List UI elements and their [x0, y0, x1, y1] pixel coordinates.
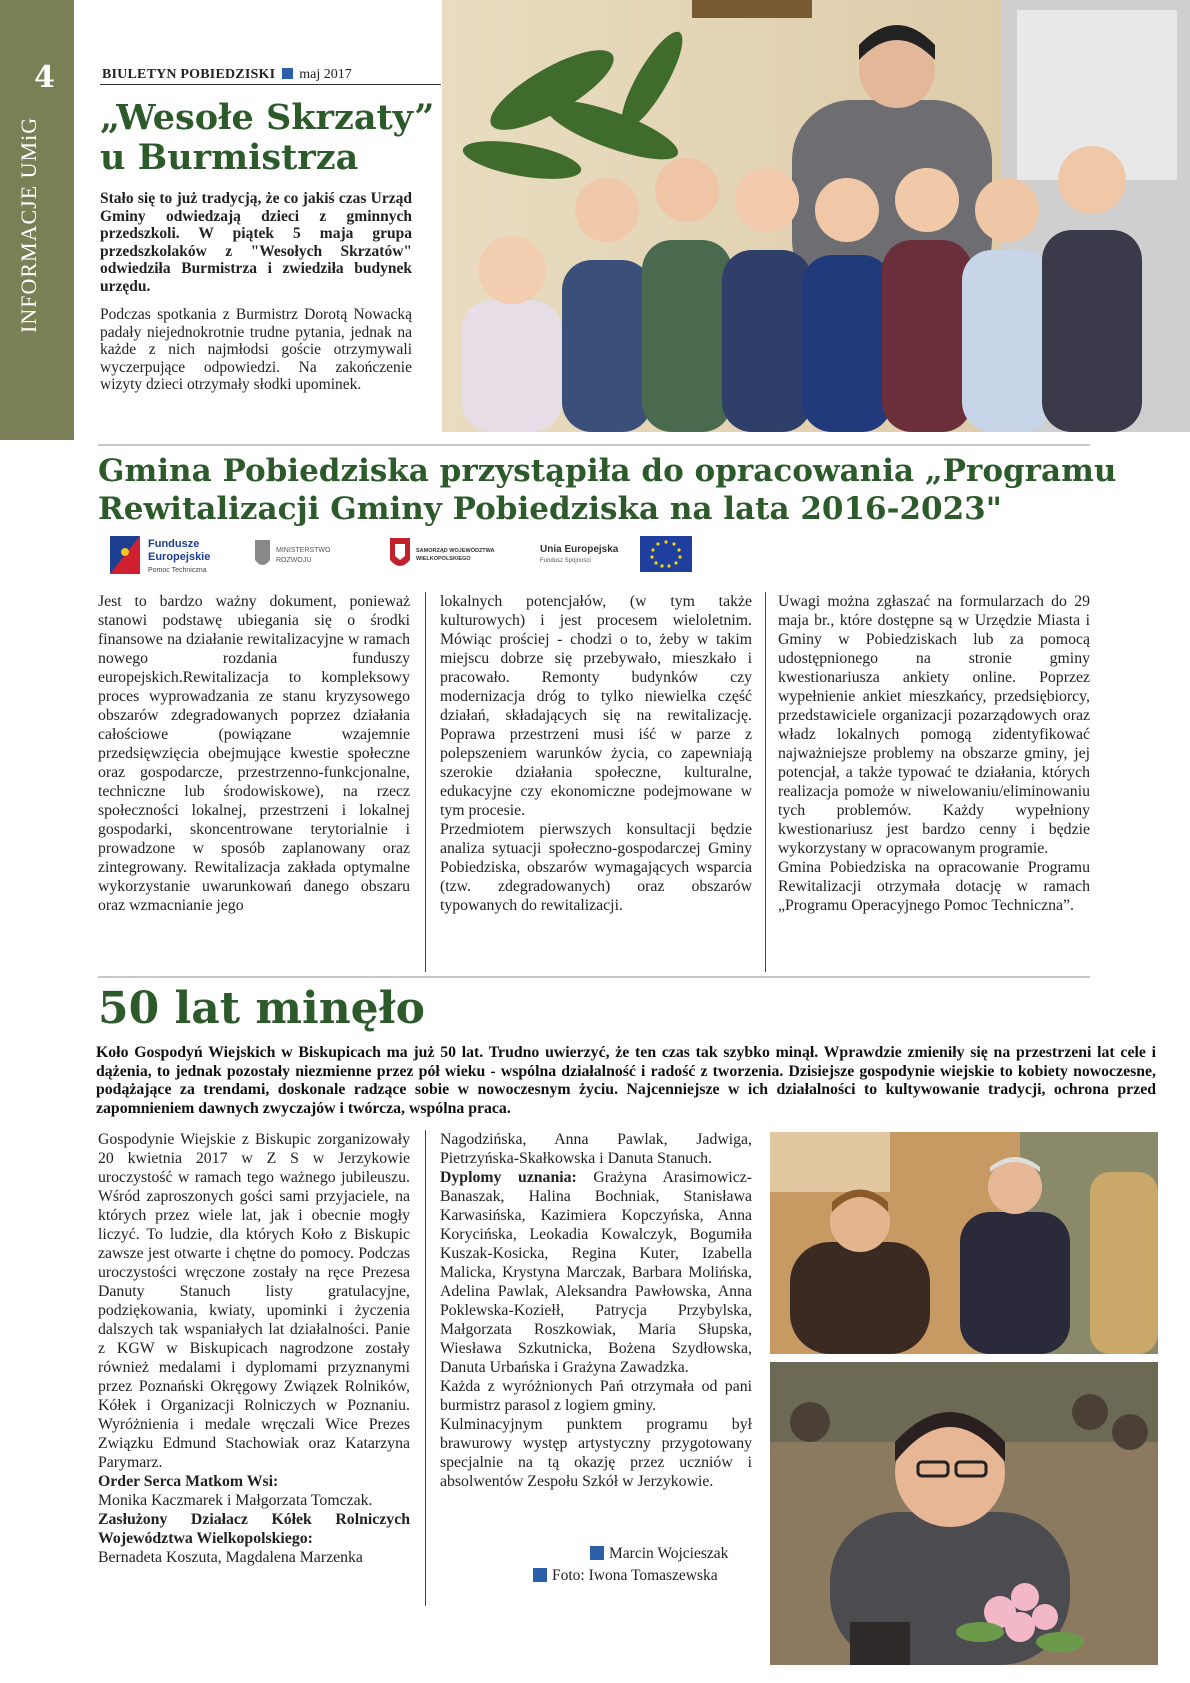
- article3-lead: Koło Gospodyń Wiejskich w Biskupicach ma już 50 lat. Trudno uwierzyć, że ten czas tak szybko minął. Wprawdzie zmieniły się na przestrzeni lat cele i dążenia, to jednak pozostały niezmienne przez pół wieku - wspólna działalność i radość z tworzenia. Dzisiejsze gospodynie wiejskie to kobiety nowoczesne, podążające za trendami, doskonale radzące sobie w nowoczesnym życiu. Najcenniejsze w ich działalności to kultywowanie tradycji, ochrona przed zapomnieniem dawnych zwyczajów i twórcza, wspólna praca.: [96, 1044, 1156, 1117]
- photo-credit: Foto: Iwona Tomaszewska: [533, 1567, 718, 1585]
- ue-line2: Fundusz Spójności: [540, 558, 591, 564]
- photo-award-ceremony: [770, 1132, 1158, 1354]
- ue-line1: Unia Europejska: [540, 544, 619, 555]
- article2-column-1: Jest to bardzo ważny dokument, ponieważ stanowi podstawę ubiegania się o środki finansowe na działanie rewitalizacyjne w ramach nowego rozdania funduszy europejskich.Rewitalizacja to kompleksowy proces wyprowadzania ze stanu kryzysowego obszarów zdegradowanych poprzez działania całościowe (powiązane wzajemnie przedsięwzięcia obejmujące kwestie społeczne oraz gospodarcze, przestrzenno-funkcjonalne, techniczne lub środowiskowe), na rzecz społeczności lokalnej, przestrzeni i lokalnej gospodarki, skoncentrowane terytorialnie i prowadzone w sposób zaplanowany oraz zintegrowany. Rewitalizacja zakłada optymalne wykorzystanie uwarunkowań danego obszaru oraz wzmacnianie jego: [98, 593, 410, 914]
- column-divider: [765, 592, 766, 972]
- header-rule: [100, 84, 441, 85]
- section-divider: [98, 976, 1090, 978]
- article2-column-3: Uwagi można zgłaszać na formularzach do 29 maja br., które dostępne są w Urzędzie Miasta i Gminy w Pobiedziskach lub za pomocą udostępnionego na stronie gminy kwestionariusza ankiety online. Poprzez wypełnienie ankiet mieszkańcy, przedsiębiorcy, przedstawiciele organizacji pozarządowych oraz władz lokalnych pomogą zidentyfikować najważniejsze problemy na obszarze gminy, jej potencjał, a także typować te działania, których realizacja pomoże w niwelowaniu/eliminowaniu tych problemów. Każdy wypełniony kwestionariusz jest bardzo cenny i będzie wykorzystany w opracowanym programie. Gmina Pobiedziska na opracowanie Programu Rewitalizacji otrzymała dotację w ramach „Programu Operacyjnego Pomoc Techniczna”.: [778, 593, 1090, 914]
- section-divider: [98, 444, 1090, 446]
- article3-title: 50 lat minęło: [98, 983, 425, 1034]
- author-credit: Marcin Wojcieszak: [590, 1545, 728, 1563]
- article3-column-2: Nagodzińska, Anna Pawlak, Jadwiga, Pietrzyńska-Skałkowska i Danuta Stanuch. Dyplomy uznania: Grażyna Arasimowicz-Banaszak, Halina Bochniak, Stanisława Karwasińska, Kazimiera Kopczyńska, Anna Korycińska, Leokadia Kowalczyk, Bogumiła Kuszak-Kosicka, Regina Kuter, Izabella Malicka, Krystyna Marczak, Barbara Molińska, Adelina Pawlak, Aleksandra Pawłowska, Anna Poklewska-Koziełł, Patrycja Przybylska, Małgorzata Roszkowiak, Maria Słupska, Wiesława Szkutnicka, Bożena Szydłowska, Danuta Urbańska i Grażyna Zawadzka. Każda z wyróżnionych Pań otrzymała od pani burmistrz parasol z logiem gminy. Kulminacyjnym punktem programu był brawurowy występ artystyczny przygotowany specjalnie na tą okazję przez uczniów i absolwentów Zespołu Szkół w Jerzykowie.: [440, 1131, 752, 1490]
- unia-europejska-logo: [540, 536, 692, 572]
- article1-lead: Stało się to już tradycją, że co jakiś czas Urząd Gminy odwiedzają dzieci z gminnych przedszkoli. W piątek 5 maja grupa przedszkolaków z "Wesołych Skrzatów" odwiedziła Burmistrza i zwiedziła budynek urzędu.: [100, 190, 412, 295]
- page-number: 4: [34, 60, 55, 95]
- mr-line1: MINISTERSTWO: [276, 547, 331, 554]
- photo-children-visit: [442, 0, 1190, 432]
- running-header: [102, 67, 352, 83]
- article2-title: Gmina Pobiedziska przystąpiła do opracowania „Programu Rewitalizacji Gminy Pobiedziska na lata 2016-2023": [98, 453, 1117, 527]
- funding-logos-strip: [100, 530, 700, 580]
- article2-column-2: lokalnych potencjałów, (w tym także kulturowych) i jest procesem wieloletnim. Mówiąc prościej - chodzi o to, żeby w takim miejscu dobrze się przebywało, mieszkało i pracowało. Remonty budynków czy modernizacja dróg to tylko niewielka część działań, składających się na rewitalizację. Poprawa przestrzeni musi iść w parze z polepszeniem warunków życia, co zapewniają szerokie działania społeczne, kulturalne, edukacyjne czy ekonomiczne podejmowane w tym procesie. Przedmiotem pierwszych konsultacji będzie analiza sytuacji społeczno-gospodarczej Gminy Pobiedziska, obszarów wymagających wsparcia (tzw. zdegradowanych) oraz obszarów typowanych do rewitalizacji.: [440, 593, 752, 914]
- fe-line3: Pomoc Techniczna: [148, 567, 207, 574]
- bullet-square-icon: [590, 1546, 604, 1560]
- sw-line2: WIELKOPOLSKIEGO: [416, 556, 471, 562]
- bullet-square-icon: [282, 68, 293, 79]
- column-divider: [425, 592, 426, 972]
- mr-line2: ROZWOJU: [276, 557, 312, 564]
- sw-line1: SAMORZĄD WOJEWÓDZTWA: [416, 548, 495, 554]
- article1-title: „Wesołe Skrzaty” u Burmistrza: [100, 97, 435, 178]
- fe-line2: Europejskie: [148, 551, 211, 563]
- column-divider: [425, 1130, 426, 1606]
- publication-name: BIULETYN POBIEDZISKI: [102, 67, 276, 82]
- photo-woman-flowers: [770, 1362, 1158, 1665]
- article1-body: Podczas spotkania z Burmistrz Dorotą Nowacką padały niejednokrotnie trudne pytania, jednak na każde z nich najmłodsi goście otrzymywali wyczerpujące odpowiedzi. Na zakończenie wizyty dzieci otrzymały słodki upominek.: [100, 306, 412, 394]
- bullet-square-icon: [533, 1568, 547, 1582]
- ministerstwo-rozwoju-logo: [255, 540, 331, 565]
- section-label: INFORMACJE UMiG: [16, 116, 41, 333]
- issue-date: maj 2017: [299, 67, 352, 82]
- samorzad-wojewodztwa-logo: [390, 538, 495, 566]
- fundusze-europejskie-logo: [110, 536, 210, 574]
- section-sidebar: [0, 0, 74, 440]
- fe-line1: Fundusze: [148, 538, 200, 550]
- article3-column-1: Gospodynie Wiejskie z Biskupic zorganizowały 20 kwietnia 2017 w Z S w Jerzykowie uroczystość w ramach tego ważnego jubileuszu. Wśród zaproszonych gości sami przyjaciele, na których przez wiele lat, jak i obecnie mogły liczyć. To ludzie, dla których Koło z Biskupic zawsze jest otwarte i chętne do pomocy. Podczas uroczystości wręczone zostały na ręce Prezesa Danuty Stanuch listy gratulacyjne, podziękowania, kwiaty, upominki i życzenia dalszych tak wspaniałych lat działalności. Panie z KGW w Biskupicach nagrodzone zostały również medalami i dyplomami przyznanymi przez Poznański Okręgowy Związek Rolników, Kółek i Organizacji Rolniczych w Poznaniu. Wyróżnienia i medale wręczali Wice Prezes Związku Edmund Stachowiak oraz Katarzyna Parymarz. Order Serca Matkom Wsi: Monika Kaczmarek i Małgorzata Tomczak. Zasłużony Działacz Kółek Rolniczych Województwa Wielkopolskiego: Bernadeta Koszuta, Magdalena Marzenka: [98, 1131, 410, 1566]
